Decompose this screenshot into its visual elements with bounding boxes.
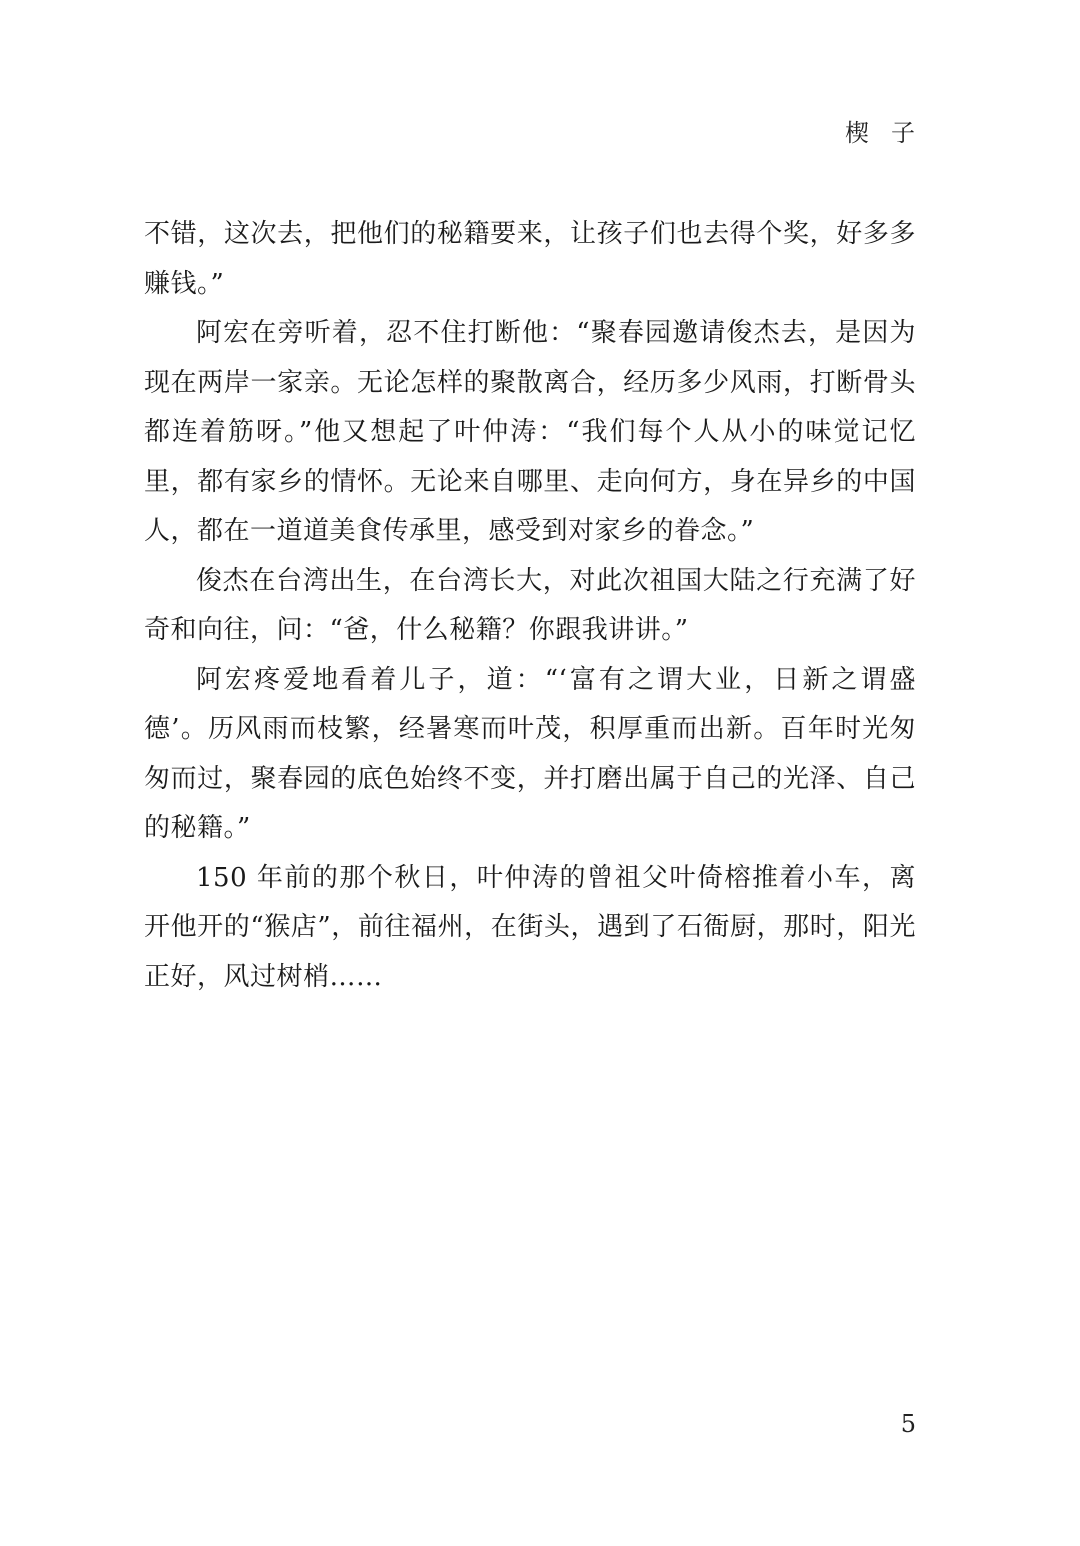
- paragraph: 俊杰在台湾出生，在台湾长大，对此次祖国大陆之行充满了好奇和向往，问：“爸，什么秘籍？你跟我讲讲。”: [144, 565, 916, 645]
- body-text: [144, 210, 916, 1002]
- paragraph-continued: 不错，这次去，把他们的秘籍要来，让孩子们也去得个奖，好多多赚钱。”: [144, 219, 916, 299]
- page-number: 5: [900, 1410, 916, 1438]
- paragraph: 阿宏疼爱地看着儿子，道：“‘富有之谓大业，日新之谓盛德’。历风雨而枝繁，经暑寒而叶茂，积厚重而出新。百年时光匆匆而过，聚春园的底色始终不变，并打磨出属于自己的光泽、自己的秘籍。”: [144, 664, 916, 843]
- running-header-chapter-title: 楔子: [845, 119, 937, 147]
- paragraph: 阿宏在旁听着，忍不住打断他：“聚春园邀请俊杰去，是因为现在两岸一家亲。无论怎样的聚散离合，经历多少风雨，打断骨头都连着筋呀。”他又想起了叶仲涛：“我们每个人从小的味觉记忆里，都有家乡的情怀。无论来自哪里、走向何方，身在异乡的中国人，都在一道道美食传承里，感受到对家乡的眷念。”: [144, 318, 916, 546]
- paragraph: 150 年前的那个秋日，叶仲涛的曾祖父叶倚榕推着小车，离开他开的“猴店”，前往福州，在街头，遇到了石衙厨，那时，阳光正好，风过树梢……: [144, 862, 916, 992]
